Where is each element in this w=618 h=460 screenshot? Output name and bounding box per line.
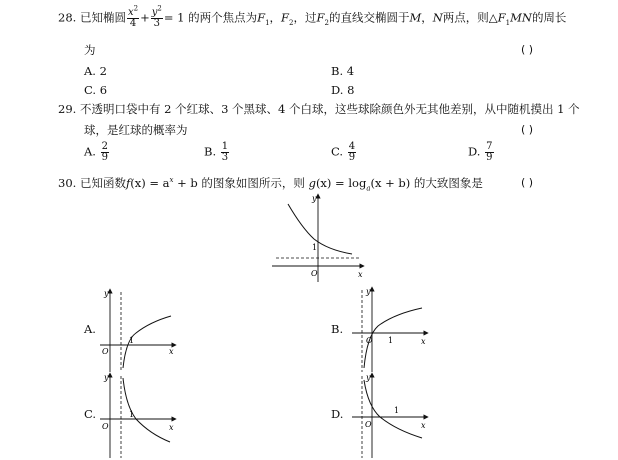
option-b[interactable]: B. $\frac{1}{3}$	[204, 141, 229, 163]
x-label: x	[169, 347, 174, 356]
y-label: y	[366, 373, 371, 382]
x-label: x	[421, 337, 426, 346]
option-d[interactable]: D.	[331, 407, 344, 421]
y-label: y	[104, 373, 109, 382]
question-29-number: 29.	[58, 102, 77, 116]
fraction-y2-over-3: $\frac{y^2}{3}$	[151, 4, 162, 29]
question-29-line2: 球，是红球的概率为	[84, 123, 188, 137]
question-28-line2: 为	[84, 43, 96, 57]
option-b[interactable]: B.	[331, 322, 344, 336]
question-28-stem: 28. 已知椭圆 $\frac{x^2}{4}$ + $\frac{y^2}{3}$ = 1 的两个焦点为$F_1$，$F_2$，过$F_2$的直线交椭圆于M，N两点，则$\triangle F_1MN$的周长	[58, 4, 567, 29]
answer-parentheses[interactable]: ( )	[521, 43, 534, 56]
question-29-stem: 29. 不透明口袋中有 2 个红球、3 个黑球、4 个白球，这些球除颜色外无其他差别，从中随机摸出 1 个	[58, 102, 580, 116]
x-label: x	[358, 270, 363, 279]
main-function-graph	[268, 192, 368, 284]
y-label: y	[366, 287, 371, 296]
one-label: 1	[129, 336, 135, 345]
option-c[interactable]: C. $\frac{4}{9}$	[331, 141, 356, 163]
one-label: 1	[312, 243, 318, 252]
option-b-graph[interactable]	[350, 286, 430, 374]
option-d[interactable]: D. 8	[331, 83, 355, 97]
question-30-number: 30.	[58, 176, 77, 190]
one-label: 1	[394, 406, 400, 415]
origin-label: O	[311, 269, 318, 278]
option-c[interactable]: C. 6	[84, 83, 108, 97]
question-30-stem: 30. 已知函数$f(x) = a^x + b$ 的图象如图所示，则 $g(x) = \log_a(x + b)$ 的大致图象是	[58, 176, 483, 193]
origin-label: O	[366, 336, 373, 345]
x-label: x	[169, 423, 174, 432]
x-label: x	[421, 421, 426, 430]
answer-parentheses[interactable]: ( )	[521, 123, 534, 136]
one-label: 1	[129, 410, 135, 419]
option-b[interactable]: B. 4	[331, 64, 355, 78]
function-curve	[364, 380, 422, 438]
option-c-graph[interactable]	[98, 372, 178, 460]
option-a-graph[interactable]	[98, 288, 178, 374]
option-a[interactable]: A. 2	[84, 64, 107, 78]
option-a[interactable]: A.	[84, 322, 96, 336]
option-d-graph[interactable]	[350, 372, 430, 460]
origin-label: O	[102, 422, 109, 431]
option-d[interactable]: D. $\frac{7}{9}$	[468, 141, 493, 163]
y-label: y	[104, 289, 109, 298]
function-curve	[288, 204, 352, 254]
option-a[interactable]: A. $\frac{2}{9}$	[84, 141, 108, 163]
question-28-number: 28.	[58, 10, 77, 25]
one-label: 1	[388, 336, 394, 345]
fraction-x2-over-4: $\frac{x^2}{4}$	[127, 4, 139, 29]
origin-label: O	[102, 347, 109, 356]
answer-parentheses[interactable]: ( )	[521, 176, 534, 189]
origin-label: O	[365, 420, 372, 429]
option-c[interactable]: C.	[84, 407, 97, 421]
y-label: y	[312, 194, 317, 203]
